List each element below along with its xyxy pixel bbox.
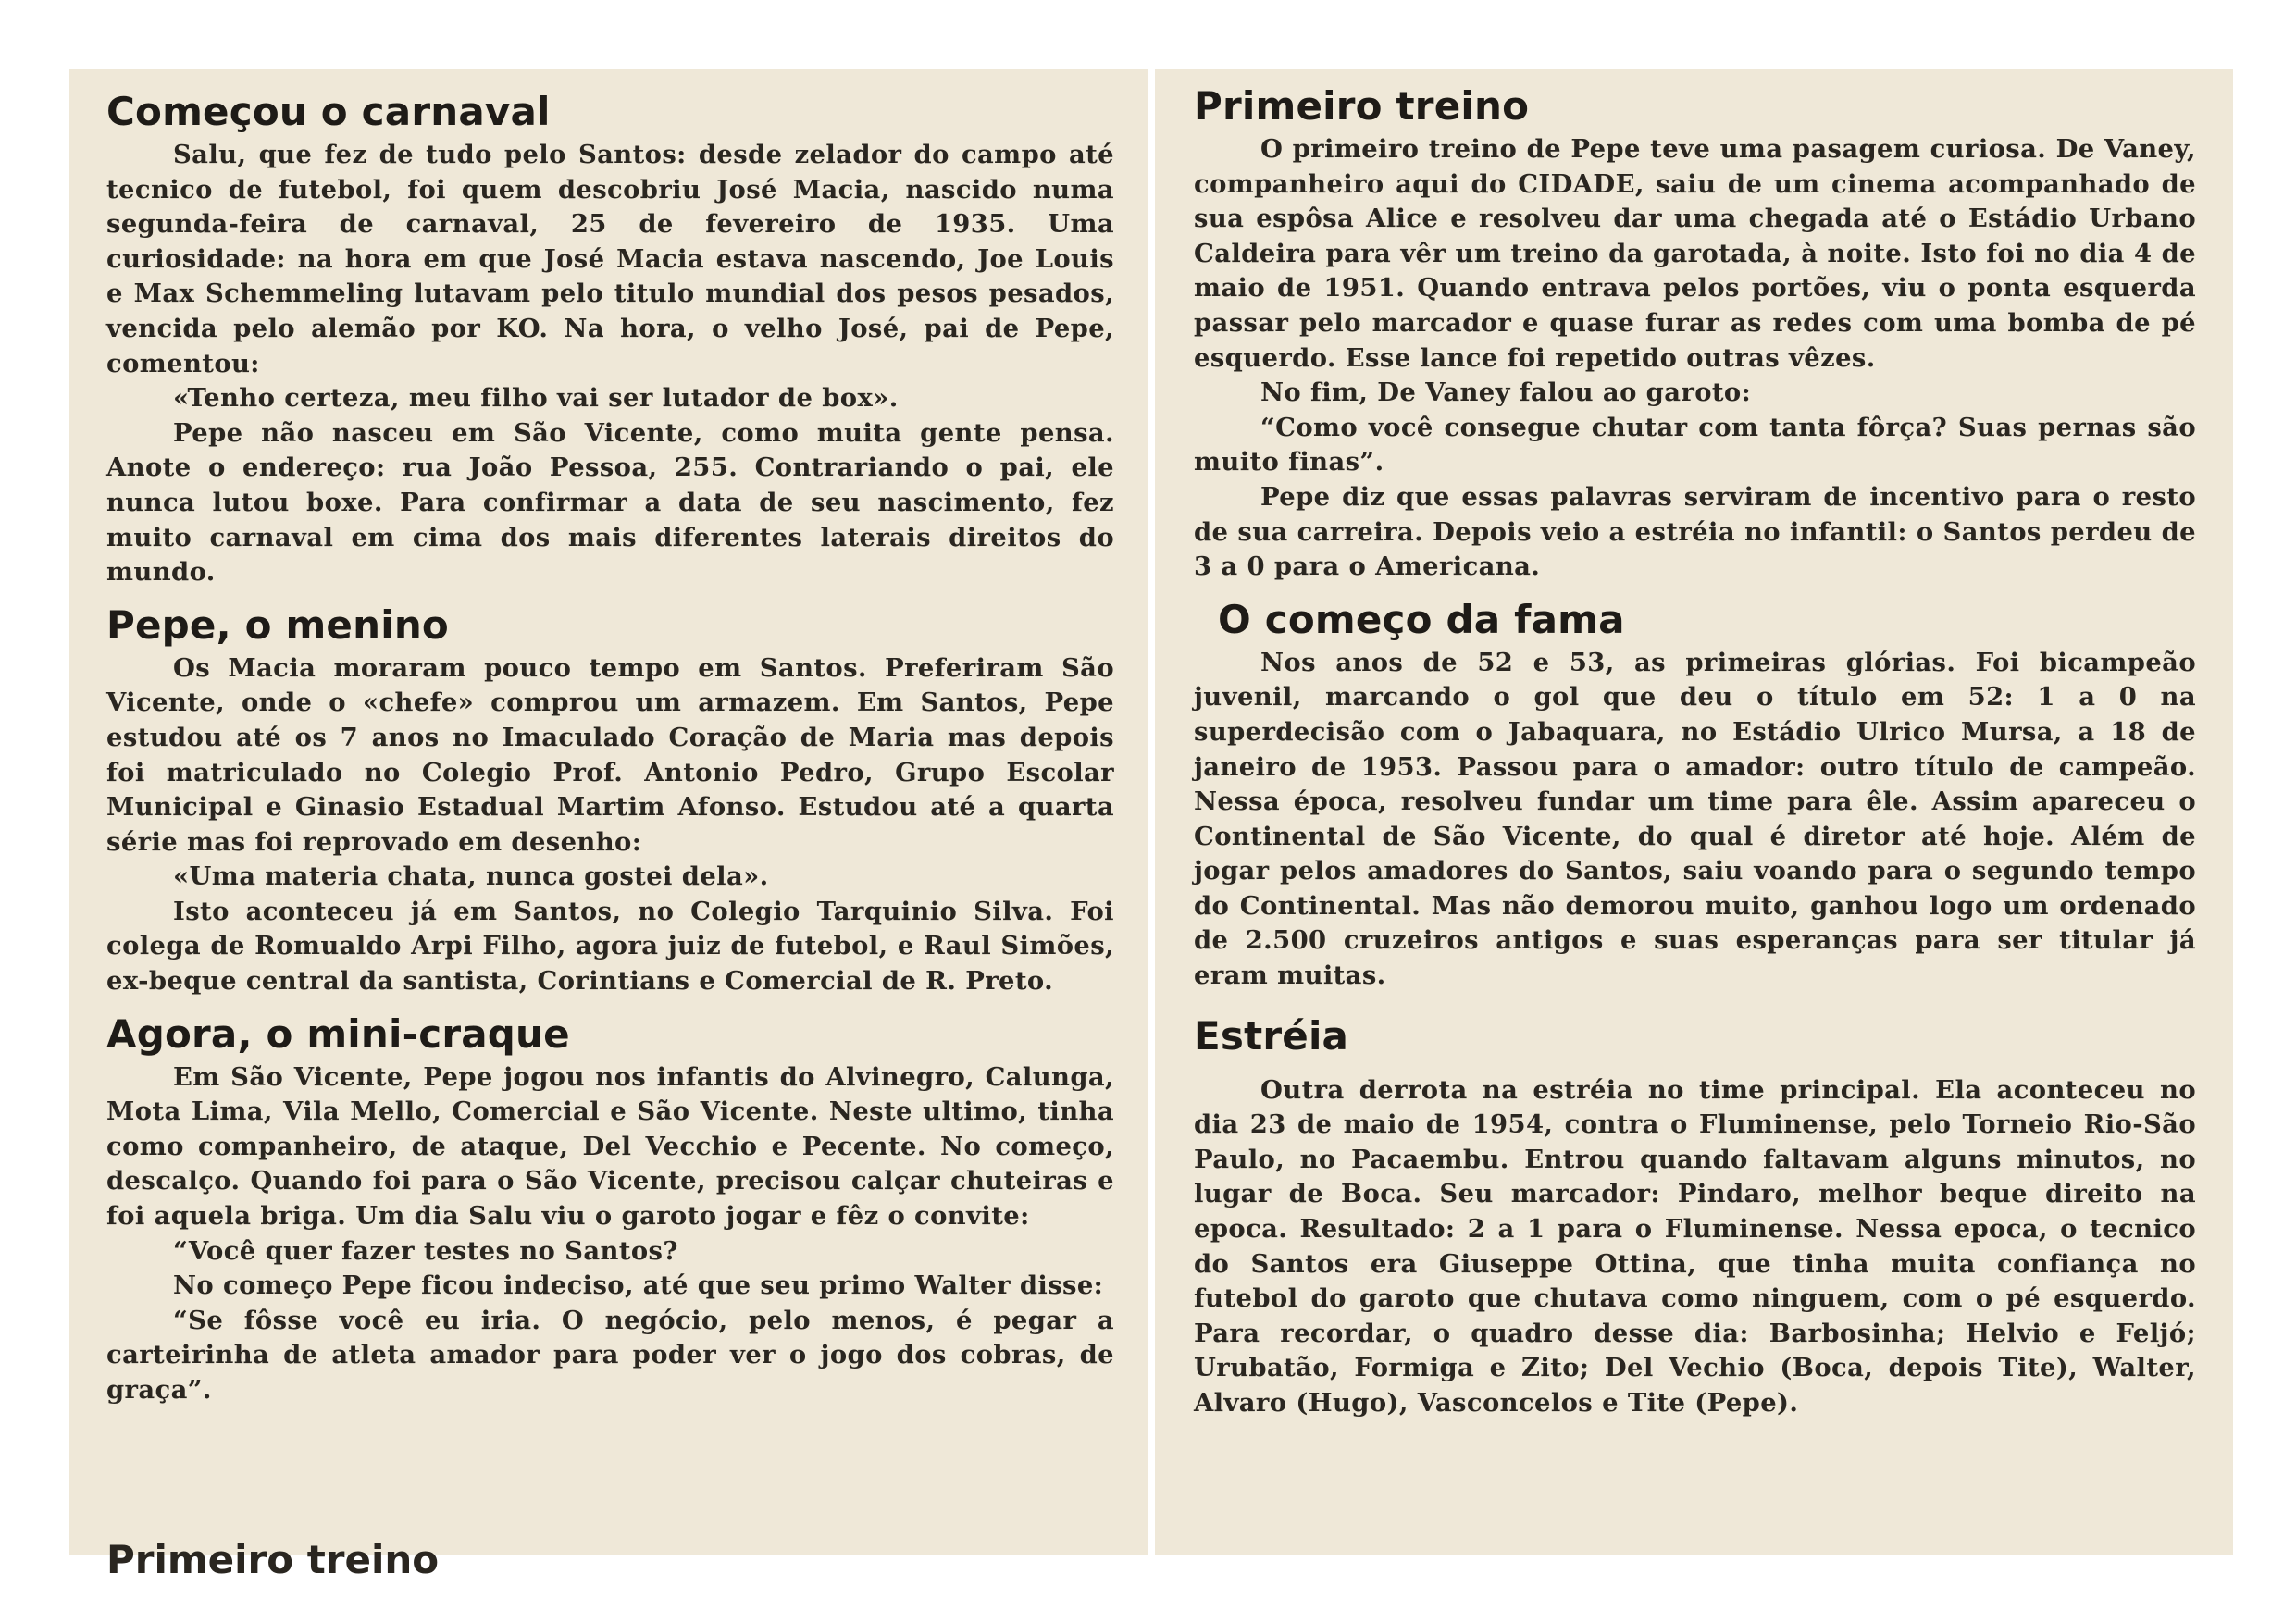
section-primeiro-treino [1194,81,2196,585]
paragraph: Pepe não nasceu em São Vicente, como muita gente pensa. Anote o endereço: rua João Pessoa, 255. Contrariando o pai, ele nunca lutou boxe. Para confirmar a data de seu nascimento, fez muito carnaval em cima dos mais diferentes laterais direitos do mundo. [106,417,1114,588]
paragraph: «Tenho certeza, meu filho vai ser lutador de box». [173,383,899,414]
section-pepe-o-menino [106,600,1114,999]
section-comecou-o-carnaval [106,86,1114,590]
section-title: Pepe, o menino [106,601,449,648]
paragraph: Salu, que fez de tudo pelo Santos: desde zelador do campo até tecnico de futebol, foi quem descobriu José Macia, nascido numa segunda-feira de carnaval, 25 de fevereiro de 1935. Uma curiosidade: na hora em que José Macia estava nascendo, Joe Louis e Max Schemmeling lutavam pelo titulo mundial dos pesos pesados, vencida pelo alemão por KO. Na hora, o velho José, pai de Pepe, comentou: [106,140,1114,378]
paragraph: O primeiro treino de Pepe teve uma pasagem curiosa. De Vaney, companheiro aqui do CIDADE, saiu de um cinema acompanhado de sua espôsa Alice e resolveu dar uma chegada até o Estádio Urbano Caldeira para vêr um treino da garotada, à noite. Isto foi no dia 4 de maio de 1951. Quando entrava pelos portões, viu o ponta esquerda passar pelo marcador e quase furar as redes com uma bomba de pé esquerdo. Esse lance foi repetido outras vêzes. [1194,134,2196,373]
left-column [69,69,1148,1582]
paragraph: Outra derrota na estréia no time principal. Ela aconteceu no dia 23 de maio de 1954, contra o Fluminense, pelo Torneio Rio-São Paulo, no Pacaembu. Entrou quando faltavam alguns minutos, no lugar de Boca. Seu marcador: Pindaro, melhor beque direito na epoca. Resultado: 2 a 1 para o Fluminense. Nessa epoca, o tecnico do Santos era Giuseppe Ottina, que tinha muita confiança no futebol do garoto que chutava como ninguem, com o pé esquerdo. Para recordar, o quadro desse dia: Barbosinha; Helvio e Feljó; Urubatão, Formiga e Zito; Del Vechio (Boca, depois Tite), Walter, Alvaro (Hugo), Vasconcelos e Tite (Pepe). [1194,1074,2196,1418]
section-o-comeco-da-fama [1194,594,2196,994]
section-title: Começou o carnaval [106,89,551,134]
paragraph: Em São Vicente, Pepe jogou nos infantis do Alvinegro, Calunga, Mota Lima, Vila Mello, Comercial e São Vicente. Neste ultimo, tinha como companheiro, de ataque, Del Vecchio e Pecente. No começo, descalço. Quando foi para o São Vicente, precisou calçar chuteiras e foi aquela briga. Um dia Salu viu o garoto jogar e fêz o convite: [106,1061,1114,1232]
section-estreia [1194,1010,2196,1421]
paragraph: Pepe diz que essas palavras serviram de incentivo para o resto de sua carreira. Depois veio a estréia no infantil: o Santos perdeu de 3 a 0 para o Americana. [1194,481,2196,582]
paragraph: Os Macia moraram pouco tempo em Santos. Preferiram São Vicente, onde o «chefe» comprou um armazem. Em Santos, Pepe estudou até os 7 anos no Imaculado Coração de Maria mas depois foi matriculado no Colegio Prof. Antonio Pedro, Grupo Escolar Municipal e Ginasio Estadual Martim Afonso. Estudou até a quarta série mas foi reprovado em desenho: [106,652,1114,857]
paragraph: “Se fôsse você eu iria. O negócio, pelo menos, é pegar a carteirinha de atleta amador para poder ver o jogo dos cobras, de graça”. [106,1305,1114,1405]
section-title: Agora, o mini-craque [106,1010,570,1057]
section-title: Estréia [1194,1012,1349,1059]
paragraph: «Uma materia chata, nunca gostei dela». [173,861,769,892]
paragraph: “Você quer fazer testes no Santos? [173,1235,678,1266]
paragraph: “Como você consegue chutar com tanta fôrça? Suas pernas são muito finas”. [1194,412,2196,477]
paragraph: No fim, De Vaney falou ao garoto: [1260,378,1752,408]
section-title: O começo da fama [1218,596,1625,642]
cut-off-heading: Primeiro treino [106,1537,440,1582]
paragraph: No começo Pepe ficou indeciso, até que seu primo Walter disse: [173,1270,1104,1301]
right-column [1155,69,2233,1555]
paragraph: Nos anos de 52 e 53, as primeiras glórias. Foi bicampeão juvenil, marcando o gol que deu o título em 52: 1 a 0 na superdecisão com o Jabaquara, no Estádio Ulrico Mursa, a 18 de janeiro de 1953. Passou para o amador: outro título de campeão. Nessa época, resolveu fundar um time para êle. Assim apareceu o Continental de São Vicente, do qual é diretor até hoje. Além de jogar pelos amadores do Santos, saiu voando para o segundo tempo do Continental. Mas não demorou muito, ganhou logo um ordenado de 2.500 cruzeiros antigos e suas esperanças para ser titular já eram muitas. [1194,647,2196,991]
section-title: Primeiro treino [1194,83,1530,129]
section-agora-o-mini-craque [106,1009,1114,1408]
paragraph: Isto aconteceu já em Santos, no Colegio Tarquinio Silva. Foi colega de Romualdo Arpi Filho, agora juiz de futebol, e Raul Simões, ex-beque central da santista, Corintians e Comercial de R. Preto. [106,896,1114,997]
